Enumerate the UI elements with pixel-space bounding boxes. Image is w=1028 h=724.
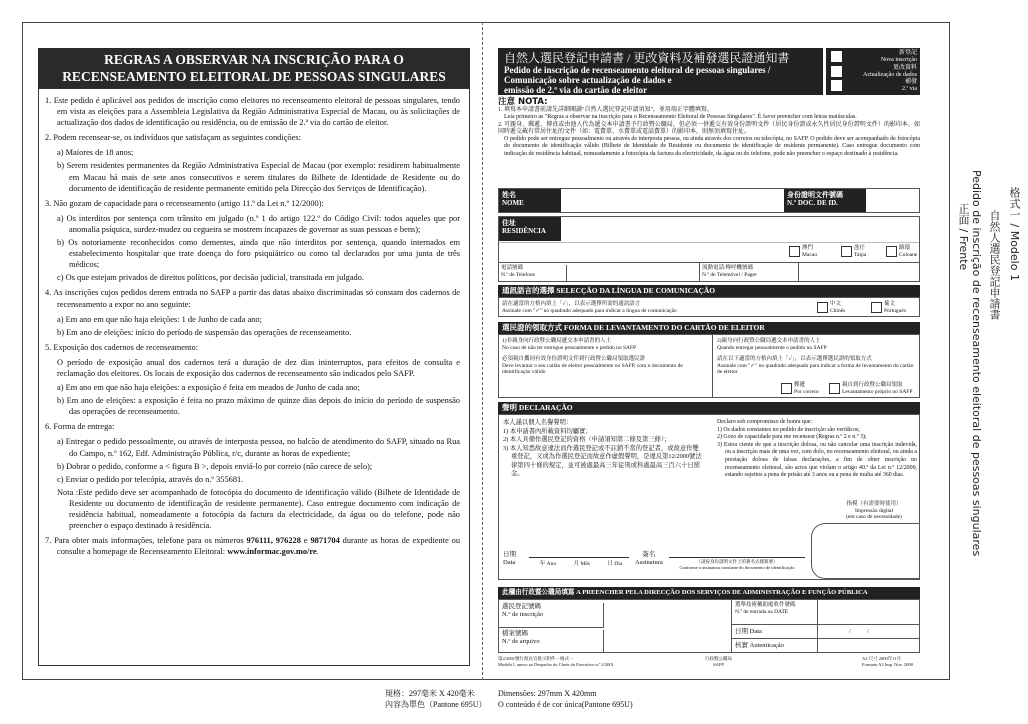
signature-note [669,559,805,570]
lang-portugues[interactable] [871,301,906,314]
rule-subitem: c) Os que estejam privados de direitos políticos, por decisão judicial, transitada em julgado. [57,273,365,283]
rule-subitem: b) Dobrar o pedido, conforme a < figura B >, depois enviá-lo por correio (não carece de selo); [57,461,373,471]
levantamento-section [498,334,920,398]
levantamento-option-1 [502,338,707,376]
admin-entrada [735,602,796,615]
admin-autenticacao: 核實 Autenticação [735,642,784,649]
rule-text: 7. Para obter mais informações, telefone para os números [45,536,247,546]
side-frente: 正面 / Frente [957,203,970,271]
district-coloane[interactable] [886,245,917,258]
rule-text: durante as horas de expediente ou consulte a homepage de Recenseamento Eleitoral: [57,536,461,557]
label: N.º de entrada na DATE [735,608,789,615]
decl-line: 3) 本人知悉故意違法而作選民登記或不註銷不當的登記者，或故意作雙重登記，又或為作選民登記而故意作虛假聲明，是違反第12/2000號法律第四十條的規定，並可被處最高三年徒刑或科處最高三百六十日罰金。 [503,444,702,477]
label: 更改資料 [892,64,917,71]
language-section-header: 通訊語言的選擇 SELECÇÃO DA LÍNGUA DE COMUNICAÇÃO [498,285,920,297]
label: Macau [802,251,817,258]
date-label [503,551,516,566]
label: 流動電話/傳呼機號碼 [702,265,754,271]
label: 指模（有需要時使用） [846,501,902,507]
rule-subitem: b) Os notoriamente reconhecidos como dementes, ainda que não interditos por sentença, quando internados em estabelecimento hospitalar que trate doença do foro psiquiátrico ou como tal declarados por uma junta de três médicos; [57,238,460,270]
checkbox[interactable] [841,246,852,257]
label: 2.ª via [902,86,917,92]
checkbox[interactable] [886,246,897,257]
label: 澳門 [802,245,814,251]
label: No caso de não ter entregue pessoalmente o pedido no SAFP [502,344,637,351]
label: 身份證明文件號碼 [787,191,843,199]
residencia-label [499,217,561,241]
label: 第2/2001號行政長官批示附件－格式一 [498,656,574,661]
label: 姓名 [502,191,516,199]
rule-text: e [300,536,311,546]
label: 電話號碼 [501,265,524,271]
label: 親自到行政暨公職局領取 [842,382,903,388]
type-2via[interactable] [829,79,917,94]
bottom-spec-pt [498,688,633,710]
checkbox[interactable] [831,51,842,62]
label: Conforme a assinatura constante do documento de identificação [679,564,795,570]
rule-subitem: b) Em ano de eleições: a exposição é feita no prazo máximo de quinze dias depois do início do período de suspensão das operações de recenseamento. [57,396,460,417]
request-type-panel [826,48,920,95]
rule-item: 6. Forma de entrega: [45,422,115,432]
label: 路環 [899,245,911,251]
admin-arquivo [502,630,604,652]
doc-label [784,189,866,212]
label: Modelo I, anexo ao Despacho do Chefe do Executivo n.º 2/2001 [498,661,614,667]
label: 郵遞 [794,382,806,388]
label: 中文 [830,301,842,307]
rule-subitem: b) Em ano de eleições: início do período de suspensão das operações de recenseamento. [57,327,352,337]
levantamento-section-header: 選民證的領取方式 FORMA DE LEVANTAMENTO DO CARTÃO DE ELEITOR [498,322,920,334]
label: N.º de Telemóvel / Pager [702,271,757,278]
label: 2)親身向行政暨公職局遞交本申請書的人士 [717,338,821,344]
admin-section [498,599,920,653]
nota-text: 2. 可親身、郵遞、傳真或由他人代為遞交本申請書予行政暨公職局，但必須一併遞交有效身份證明文件（居民身份證或永久性居民身份證明文件）的影印本。如同時遞交載有常居住址的文件（如：電費單、水費單或電話費單）的影印本，則無須填寫住址。 [498,121,920,135]
rule-item: 5. Exposição dos cadernos de recenseamento: [45,342,199,352]
form-title-zh: 自然人選民登記申請書 / 更改資料及補發選民證通知書 [504,51,790,65]
declaracao-pt [717,419,917,480]
label: 行政暨公職局 [705,656,732,661]
levantamento-option-2 [717,338,917,376]
rules-body [38,88,470,666]
date-parts [531,561,631,568]
form-title-pt: Comunicação sobre actualização de dados e [504,75,672,85]
form-title-pt: Pedido de inscrição de recenseamento eleitoral de pessoas singulares / [504,65,771,75]
decl-line: 2) Gozo de capacidade para me recensear (Regras n.º 2 e n.º 3); [717,434,867,441]
label: Assinale com "✓" no quadrado adequado para indicar a língua de comunicação [502,307,677,314]
fold-line [482,22,483,680]
rule-subitem: c) Enviar o pedido por telecópia, através do n.º 355681. [57,474,244,484]
label: 請在以下適當的方格內填上「✓」，以表示選擇選民證的領取方式 [717,356,872,362]
label: RESIDÊNCIA [502,227,546,235]
checkbox[interactable] [817,302,828,313]
fingerprint-label [839,501,909,521]
lang-chines[interactable] [817,301,845,314]
label: Português [884,307,906,314]
phone-number: 9871704 [310,536,340,546]
rule-subitem: a) Maiores de 18 anos; [57,148,134,158]
rules-title [38,48,470,88]
label: 氹仔 [854,245,866,251]
label: Deve levantar o seu cartão de eleitor pessoalmente no SAFP, com o documento de identificação válido [502,362,683,375]
checkbox[interactable] [781,383,792,394]
footer-center [705,656,732,667]
checkbox[interactable] [789,246,800,257]
checkbox[interactable] [871,302,882,313]
label: 日 Dia [607,561,623,567]
rule-subitem: a) Em ano em que não haja eleições: 1 de Junho de cada ano; [57,314,262,324]
language-instructions [502,301,677,314]
label: N.º de Telefone [501,271,536,278]
label: 檔案號碼 [502,630,528,637]
type-actualizacao[interactable] [829,65,917,80]
telefone-label [501,265,567,282]
label: Impressão digital [854,507,894,514]
residencia-field[interactable] [498,216,920,282]
district-taipa[interactable] [841,245,866,258]
form-title-pt: emissão de 2.ª via do cartão de eleitor [504,85,648,95]
label: A3 尺寸 2000年11月 [862,656,902,661]
fingerprint-box[interactable] [811,523,919,579]
label: 新登記 [898,50,917,56]
label: 月 Mês [573,561,590,567]
label: Nova inscrição [880,57,917,63]
label: N.º de inscrição [502,610,544,618]
label: SAFP [713,661,724,667]
levant-proprio[interactable] [829,382,912,395]
nome-label [499,189,561,212]
declaracao-section-header: 聲明 DECLARAÇÃO [498,402,920,414]
label: Assinatura [635,558,663,566]
label: 選民登記號碼 [502,603,541,610]
footer-right [862,656,913,667]
checkbox[interactable] [829,383,840,394]
rule-text: . [316,547,319,557]
nota-text: 1. 填寫本申請書前請先詳細閱讀"自然人選民登記申請須知"，並用端正字體填寫。 [498,107,713,113]
decl-line: 本人謹以個人名譽聲明： [503,419,573,426]
decl-line: 1) Os dados constantes no pedido de inscrição são verídicos; [717,426,860,433]
label: 選舉技術輔助處收件號碼 [735,602,796,608]
label: Chinês [830,307,846,314]
checkbox[interactable] [831,80,842,91]
label: Formato A3 Imp. Nov. 2000 [862,661,913,667]
nota-section [498,97,920,158]
label: 葡文 [884,301,896,307]
signature-line[interactable] [669,557,805,558]
type-nova[interactable] [829,50,917,65]
admin-date-field[interactable]: / / [849,628,869,635]
rule-note: Nota :Este pedido deve ser acompanhado de fotocópia do documento de identificação válido (Bilhete de Identidade de Residente ou documento de identificação de residente permanente). Caso entregue documento com indicação de residência habitual, nomeadamente a fotocópia da factura da electricidade, da água ou do telefone, pode não preencher o espaço destinado à residência. [57,487,460,531]
declaracao-section [498,414,920,580]
label: Taipa [854,251,867,258]
bottom-spec-zh [385,688,487,710]
rules-title-line: RECENSEAMENTO ELEITORAL DE PESSOAS SINGULARES [62,69,446,84]
nome-field[interactable] [498,188,920,213]
decl-line: 3) Estou ciente de que a inscrição dolosa, ou não cancelar uma inscrição indevida, ou a inscrição mais de uma vez, com dolo, no recenseamento eleitoral, ou ainda a prestação dolosa de falsas declarações, a fim de obter inscrição no recenseamento eleitoral, são actos que violam o artigo 40.º da Lei n.º 12/2000, estando sujeitos a pena de prisão até 3 anos ou a pena de multa até 360 dias. [717,441,917,479]
decl-line: 2) 本人具備作選民登記的資格（申請須知第二條及第三條）； [503,436,671,443]
label: Assinale com "✓" no quadrado adequado para indicar a forma de levantamento do cartão de eleitor [717,362,914,375]
label: 1)非親身向行政暨公職局遞交本申請書的人士 [502,338,612,344]
rules-title-line: REGRAS A OBSERVAR NA INSCRIÇÃO PARA O [104,52,404,67]
rule-item: 1. Este pedido é aplicável aos pedidos de inscrição como eleitores no recenseamento eleitoral de pessoas singulares, tendo em vista as eleições para a Assembleia Legislativa da Região Administrativa Especial de Macau, ou às solicitações de actualização dos dados de identificação ou residência, ou de emissão de 2.ª via do cartão de eleitor. [45,96,460,128]
rule-subitem: a) Em ano em que não haja eleições: a exposição é feita em meados de Junho de cada ano; [57,383,360,393]
rule-subitem: b) Serem residentes permanentes da Região Administrativa Especial de Macau (por exemplo: residirem habitualmente em Macau há mais de sete anos consecutivos e serem titulares do Bilhete de Identidade de Residente ou do documento de identificação de residente permanente emitido pela Direcção dos Serviços de Identificação). [57,161,460,193]
nota-text: O pedido pode ser entregue pessoalmente ou através de interposta pessoa, ou ainda através dos correios ou telecópia, no SAFP. O pedido deve ser acompanhado de fotocópia do documento de identificação válido (Bilhete de Identidade de Residente ou documento de identificação de residente permanente). Caso entregue documento com indicação de residência habitual, nomeadamente a fotocópia da factura da electricidade, da água ou do telefone, pode não preencher o espaço destinado à residência. [504,136,920,157]
decl-line: 1) 本申請書內所載資料均屬實； [503,427,592,435]
rule-item: 4. As inscrições cujos pedidos derem entrada no SAFP a partir das datas abaixo discriminadas só constam dos cadernos de recenseamento a expor no ano seguinte: [45,288,460,309]
label: 內容為單色（Pantone 695U） [385,700,487,709]
decl-line: Declaro sob compromisso de honra que: [717,419,813,425]
nota-text: Leia primeiro as "Regras a observar na inscrição para o Recenseamento Eleitoral de Pessoas Singulares". É favor preencher com letras maiúsculas. [504,114,857,121]
homepage-link[interactable]: www.informac.gov.mo/re [227,547,317,557]
rule-item: 3. Não gozam de capacidade para o recenseamento (artigo 11.º da Lei n.º 12/2000): [45,198,324,208]
label: Actualização de dados [863,71,917,78]
levant-por-correio[interactable] [781,382,819,395]
label: Coloane [899,251,918,258]
label: 補發 [904,79,917,85]
language-section [498,297,920,317]
label: 請在適當的方格內填上「✓」，以表示選擇所需的通訊語言 [502,301,641,307]
label: Data [503,558,516,566]
label: 簽名 [642,551,656,558]
admin-section-header: 此欄由行政暨公職局填寫 A PREENCHER PELA DIRECÇÃO DOS SERVIÇOS DE ADMINISTRAÇÃO E FUNÇÃO PÚBLICA [498,587,920,599]
label: 住址 [502,219,516,227]
side-title-zh: 自然人選民登記申請書 [988,210,1001,320]
label: 年 Ano [539,561,557,567]
district-macau[interactable] [789,245,817,258]
admin-data: 日期 Data [735,628,762,635]
side-modelo: 格式一 / Modelo 1 [1008,187,1021,281]
checkbox[interactable] [831,66,842,77]
declaracao-zh [503,419,703,479]
footer-left [498,656,614,667]
label: 規格：297毫米 X 420毫米 [385,689,475,698]
rule-item: 2. Podem recensear-se, os indivíduos que satisfaçam as seguintes condições: [45,133,301,143]
label: (em caso de necessidade) [846,514,902,520]
label: Dimensões: 297mm X 420mm [498,689,597,698]
signature-label [635,551,663,566]
rule-subitem: a) Entregar o pedido pessoalmente, ou através de interposta pessoa, no balcão de atendimento do SAFP, situado na Rua do Campo, n.º 162, Edf. Administração Pública, r/c, durante as horas de expediente; [57,437,460,458]
label: 必須親自攜同有效身份證明文件到行政暨公職局領取選民證 [502,356,646,362]
label: （請按身份證明文件上的簽名式樣簽署） [696,559,778,564]
form-title [498,48,823,95]
telemovel-label [699,263,799,282]
label: N.º DOC. DE ID. [787,199,838,207]
label: 日期 [503,551,516,558]
nota-title: 注意 NOTA: [498,97,548,107]
date-line[interactable] [529,557,629,558]
rule-text: O período de exposição anual dos cadernos terá a duração de dez dias ininterruptos, para efeitos de consulta e reclamação dos eleitores. Os locais de exposição dos cadernos de recenseamento são indicados pelo SAFP. [57,357,460,378]
label: NOME [502,199,524,207]
rule-subitem: a) Os interditos por sentença com trânsito em julgado (n.º 1 do artigo 122.º do Código Civil: todos aqueles que por anomalia psíquica, surdez-mudez ou cegueira se mostrem incapazes de governar as suas pessoas e bens); [57,213,460,234]
label: Por correio [794,388,819,395]
rule-item-7 [45,535,460,557]
label: Quando entregar pessoalmente o pedido no SAFP [717,344,827,351]
label: N.º de arquivo [502,637,540,645]
side-title-pt: Pedido de inscrição de recenseamento eleitoral de pessoas singulares [970,170,983,557]
label: O conteúdo é de cor única(Pantone 695U) [498,700,633,709]
phone-numbers: 976111, 976228 [246,536,301,546]
label: Levantamento próprio no SAFP [842,388,913,395]
admin-inscricao [502,603,604,627]
